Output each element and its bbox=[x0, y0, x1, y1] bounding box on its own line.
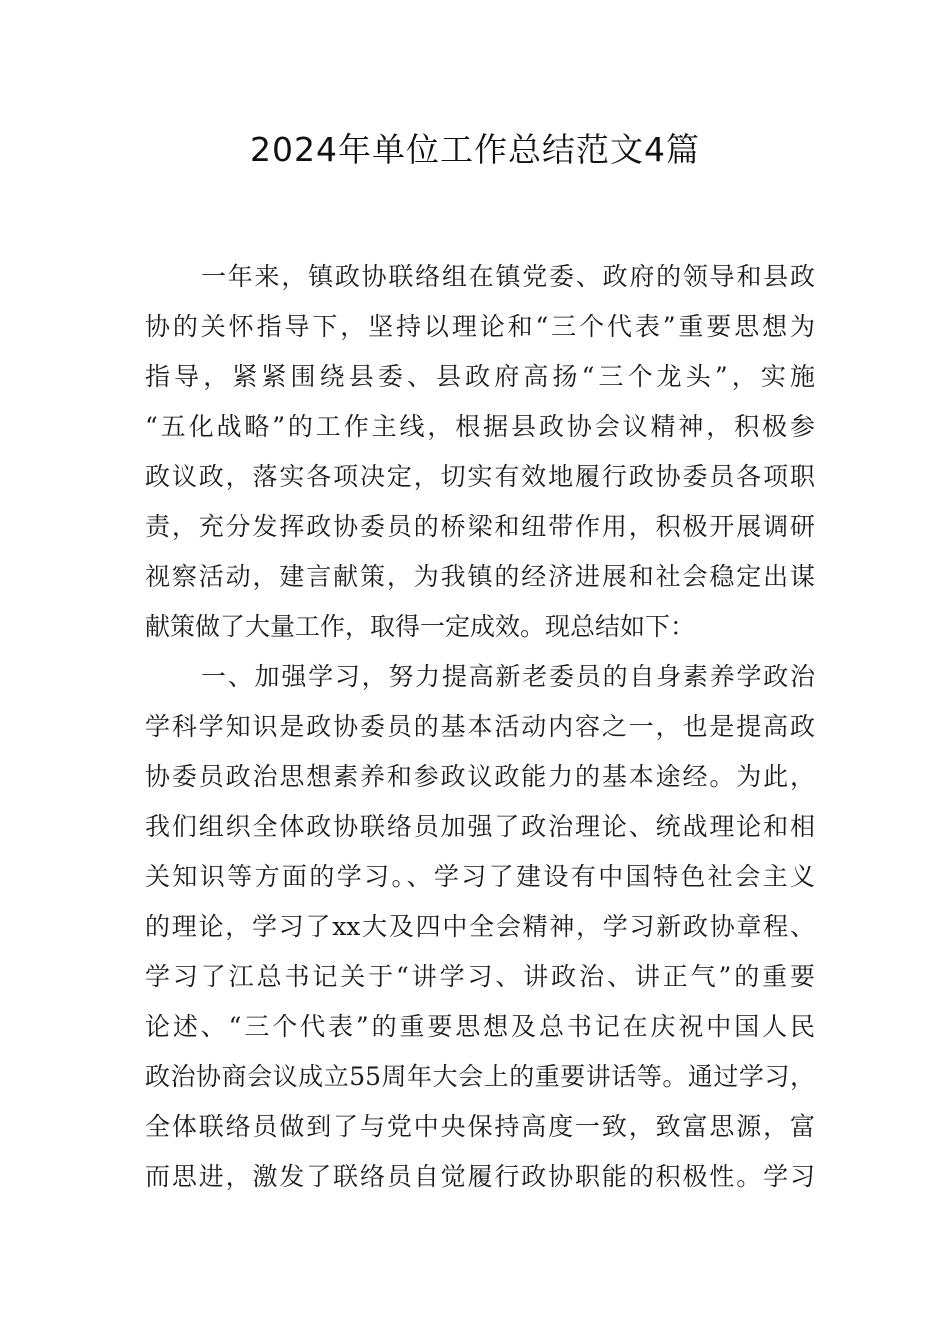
paragraph-1-line-5: 政议政，落实各项决定，切实有效地履行政协委员各项职 bbox=[145, 462, 815, 491]
paragraph-2-line-1: 一、加强学习，努力提高新老委员的自身素养学政治 bbox=[201, 662, 815, 691]
document-body bbox=[145, 252, 815, 1202]
paragraph-2-line-11: 而思进，激发了联络员自觉履行政协职能的积极性。学习 bbox=[145, 1162, 815, 1191]
paragraph-2-line-6: 的理论，学习了xx大及四中全会精神，学习新政协章程、 bbox=[145, 912, 815, 941]
paragraph-2-line-10: 全体联络员做到了与党中央保持高度一致，致富思源，富 bbox=[145, 1112, 815, 1141]
paragraph-1-line-8: 献策做了大量工作，取得一定成效。现总结如下： bbox=[145, 612, 696, 641]
paragraph-1-line-2: 协的关怀指导下，坚持以理论和“三个代表”重要思想为 bbox=[145, 312, 815, 341]
paragraph-2-line-2: 学科学知识是政协委员的基本活动内容之一，也是提高政 bbox=[145, 712, 815, 741]
paragraph-2-line-9: 政治协商会议成立55周年大会上的重要讲话等。通过学习， bbox=[145, 1062, 815, 1091]
paragraph-1-line-1: 一年来，镇政协联络组在镇党委、政府的领导和县政 bbox=[201, 262, 815, 291]
paragraph-1-line-3: 指导，紧紧围绕县委、县政府高扬“三个龙头”，实施 bbox=[145, 362, 815, 391]
paragraph-2-line-3: 协委员政治思想素养和参政议政能力的基本途经。为此， bbox=[145, 762, 815, 791]
paragraph-2-line-5: 关知识等方面的学习。、学习了建设有中国特色社会主义 bbox=[145, 862, 815, 891]
paragraph-1-line-4: “五化战略”的工作主线，根据县政协会议精神，积极参 bbox=[145, 412, 815, 441]
document-title: 2024年单位工作总结范文4篇 bbox=[250, 130, 700, 169]
paragraph-1-line-6: 责，充分发挥政协委员的桥梁和纽带作用，积极开展调研 bbox=[145, 512, 815, 541]
paragraph-2-line-8: 论述、“三个代表”的重要思想及总书记在庆祝中国人民 bbox=[145, 1012, 815, 1041]
paragraph-2-line-4: 我们组织全体政协联络员加强了政治理论、统战理论和相 bbox=[145, 812, 815, 841]
paragraph-2-line-7: 学习了江总书记关于“讲学习、讲政治、讲正气”的重要 bbox=[145, 962, 815, 991]
paragraph-1-line-7: 视察活动，建言献策，为我镇的经济进展和社会稳定出谋 bbox=[145, 562, 815, 591]
